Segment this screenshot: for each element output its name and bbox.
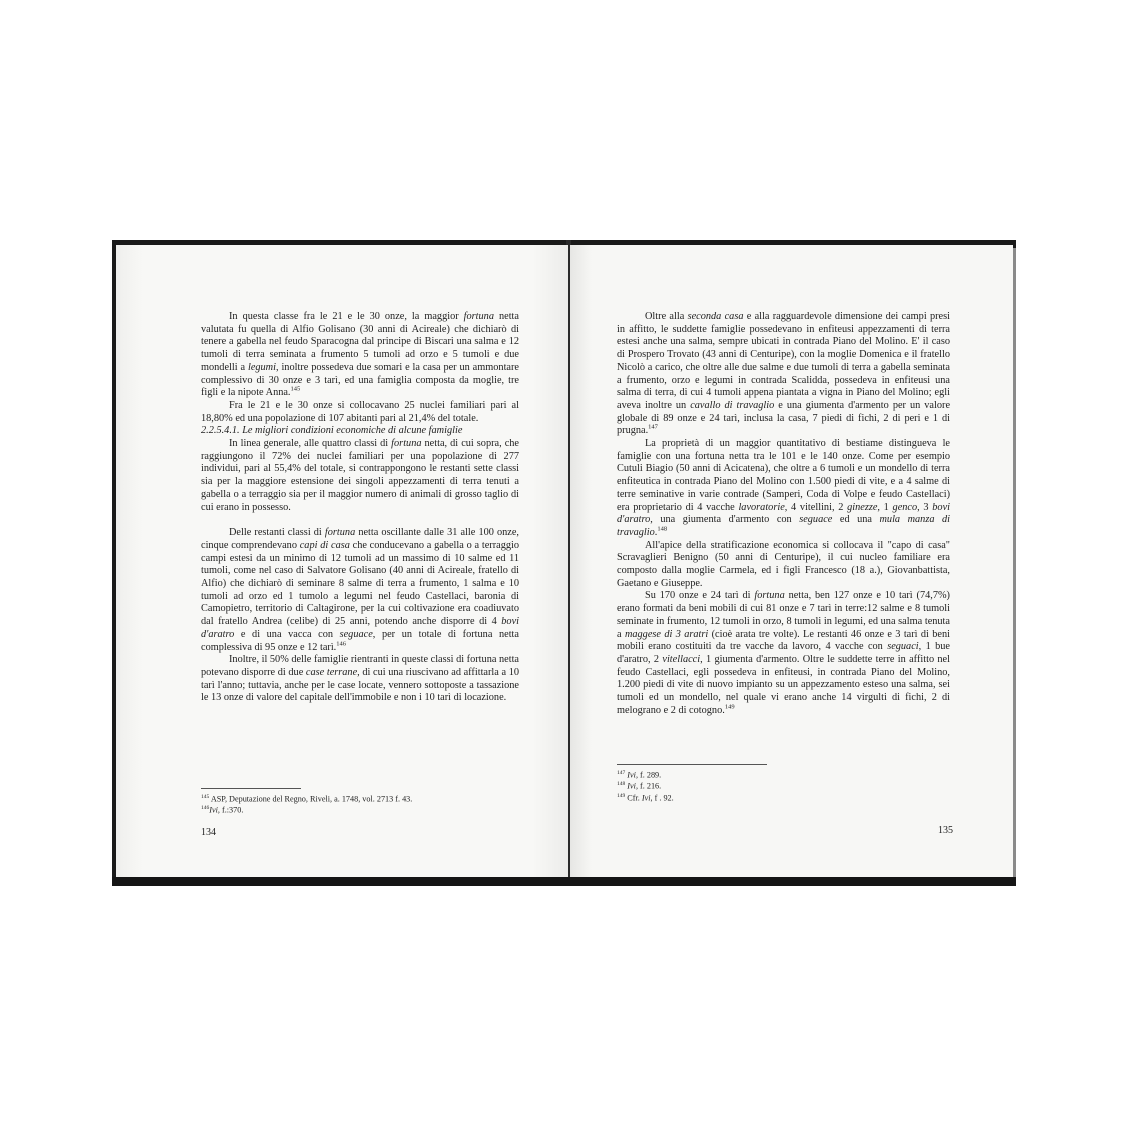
left-page-body	[201, 311, 519, 705]
paragraph: In linea generale, alle quattro classi di fortuna netta, di cui sopra, che raggiungono il 72% dei nuclei familiari per una popolazione di 277 individui, pari al 55,4% del totale, si contrappongono le restanti sette classi sia per la maggiore estensione dei singoli appezzamenti di terra tenuti a gabella o a terraggio sia per il maggior numero di animali di grosso taglio di cui erano in possesso.	[201, 438, 519, 513]
footnote: $^{149}$ Cfr. Ivi, f . 92.	[617, 792, 674, 803]
section-heading: 2.2.5.4.1. Le migliori condizioni economiche di alcune famiglie	[201, 425, 463, 437]
footnotes	[617, 769, 817, 803]
footnote-ref: 148	[657, 525, 668, 533]
left-page	[116, 245, 568, 877]
paragraph: In questa classe fra le 21 e le 30 onze, la maggior fortuna netta valutata fu quella di Alfio Golisano (30 anni di Acireale) che dichiarò di tenere a gabella nel feudo Sparacogna dal principe di Biscari una salma e 12 tumoli di terra seminata a frumento 5 tumoli ad orzo e 5 tumoli e due mondelli a legumi, inoltre possedeva due somari e la casa per un ammontare complessivo di 30 onze e 3 tarì, ed una famiglia composta da moglie, tre figli e la nipote Anna.$^{145}$	[201, 311, 519, 399]
footnote: $^{147}$ Ivi, f. 289.	[617, 770, 662, 780]
right-page-body	[617, 311, 950, 718]
footnote: $^{148}$ Ivi, f. 216.	[617, 781, 662, 792]
paragraph: La proprietà di un maggior quantitativo di bestiame distingueva le famiglie con una fortuna netta tra le 101 e le 140 onze. Come per esempio Cutuli Biagio (50 anni di Acicatena), che oltre a 6 tumoli e un mondello di terra enfiteutica in contrada Piano del Molino con 1.500 piedi di vite, e a 4 salme di terre seminative in varie contrade (Samperi, Coda di Volpe e feudo Castellaci) era proprietario di 4 vacche lavoratorie, 4 vitellini, 2 ginezze, 1 genco, 3 bovi d'aratro, una giumenta d'armento con seguace ed una mula manza di travaglio.$^{148}$	[617, 438, 951, 538]
footnote-ref: 149	[724, 703, 735, 711]
footnote-rule	[617, 764, 767, 765]
footnotes	[201, 793, 521, 816]
scan-bottom-edge	[112, 877, 1016, 886]
footnote: $^{146}$Ivi, f.:370.	[201, 805, 244, 816]
footnote: $^{145}$ ASP, Deputazione del Regno, Riveli, a. 1748, vol. 2713 f. 43.	[201, 794, 413, 804]
paragraph: Delle restanti classi di fortuna netta oscillante dalle 31 alle 100 onze, cinque comprendevano capi di casa che conducevano a gabella o a terraggio campi estesi da un minimo di 12 tumoli ad un massimo di 10 salme ed 11 tumoli, come nel caso di Salvatore Golisano (40 anni di Acireale, fratello di Alfio) che dichiarò di seminare 8 salme di terra a frumento, 1 salma e 10 tumoli ad orzo ed 1 tumolo a legumi nel feudo Castellaci, baronia di Camopietro, territorio di Caltagirone, per la cui coltivazione era coadiuvato dal fratello Andrea (celibe) di 25 anni, potendo anche disporre di 4 bovi d'aratro e di una vacca con seguace, per un totale di fortuna netta complessiva di 95 onze e 12 tarì.$^{146}$	[201, 527, 519, 653]
footnote-ref: 146	[336, 640, 347, 648]
footnote-ref: 145	[290, 385, 301, 393]
right-page	[570, 245, 1013, 877]
footnote-rule	[201, 788, 301, 789]
paragraph: All'apice della stratificazione economica si collocava il "capo di casa" Scravaglieri Benigno (50 anni di Centuripe), il cui nucleo familiare era composto dalla moglie Carmela, ed i figli Francesco (18 a.), Giovanbattista, Gaetano e Giuseppe.	[617, 539, 950, 589]
paragraph: Fra le 21 e le 30 onze si collocavano 25 nuclei familiari pari al 18,80% ed una popolazione di 107 abitanti pari al 21,4% del totale.	[201, 399, 519, 424]
paragraph: Oltre alla seconda casa e alla ragguardevole dimensione dei campi presi in affitto, le suddette famiglie possedevano in enfiteusi appezzamenti di terra estesi anche una salma, sempre ubicati in contrada Piano del Molino. E' il caso di Prospero Trovato (43 anni di Centuripe), con la moglie Domenica e il fratello Nicolò a carico, che oltre alle due salme e due tumoli di terra a gabella seminata a frumento, orzo e legumi in contrada Scalidda, possedeva in enfiteusi una salma di terra, di cui 4 tumoli appena piantata a vigna in Piano del Molino; egli aveva inoltre un cavallo di travaglio e una giumenta d'armento per un valore globale di 89 onze e 24 tarì, inclusa la casa, 7 piedi di fichi, 2 di peri e 1 di prugna.$^{147}$	[617, 311, 951, 437]
page-number: 135	[938, 825, 953, 836]
page-number: 134	[201, 827, 216, 838]
paragraph: Inoltre, il 50% delle famiglie rientranti in queste classi di fortuna netta potevano disporre di due case terrane, di cui una riuscivano ad affittarla a 10 tarì l'anno; tuttavia, anche per le case locate, vennero sottoposte a tassazione le 13 onze di valore del capitale dell'immobile e non i 10 tarì di locazione.	[201, 654, 519, 704]
footnote-ref: 147	[648, 423, 658, 431]
paragraph: Su 170 onze e 24 tarì di fortuna netta, ben 127 onze e 10 tarì (74,7%) erano formati da beni mobili di cui 81 onze e 7 tarì in terre:12 salme e 8 tumoli seminate in frumento, 12 tumoli in orzo, 8 tumoli in legumi, ed una salma tenuta a maggese di 3 aratri (cioè arata tre volte). Le restanti 46 onze e 3 tarì di beni mobili erano costituiti da tre vacche da lavoro, 4 vacche con seguaci, 1 bue d'aratro, 2 vitellacci, 1 giumenta d'armento. Oltre le suddette terre in affitto nel feudo Castellaci, egli possedeva in enfiteusi, in contrada Piano del Molino, 1.200 piedi di vite di nuovo impianto su un appezzamento esteso una salma, sei tumoli ed un mondello, nel quale vi erano anche 14 virgulti di fichi, 2 di melograno e 2 di cotogno.$^{149}$	[617, 590, 950, 716]
